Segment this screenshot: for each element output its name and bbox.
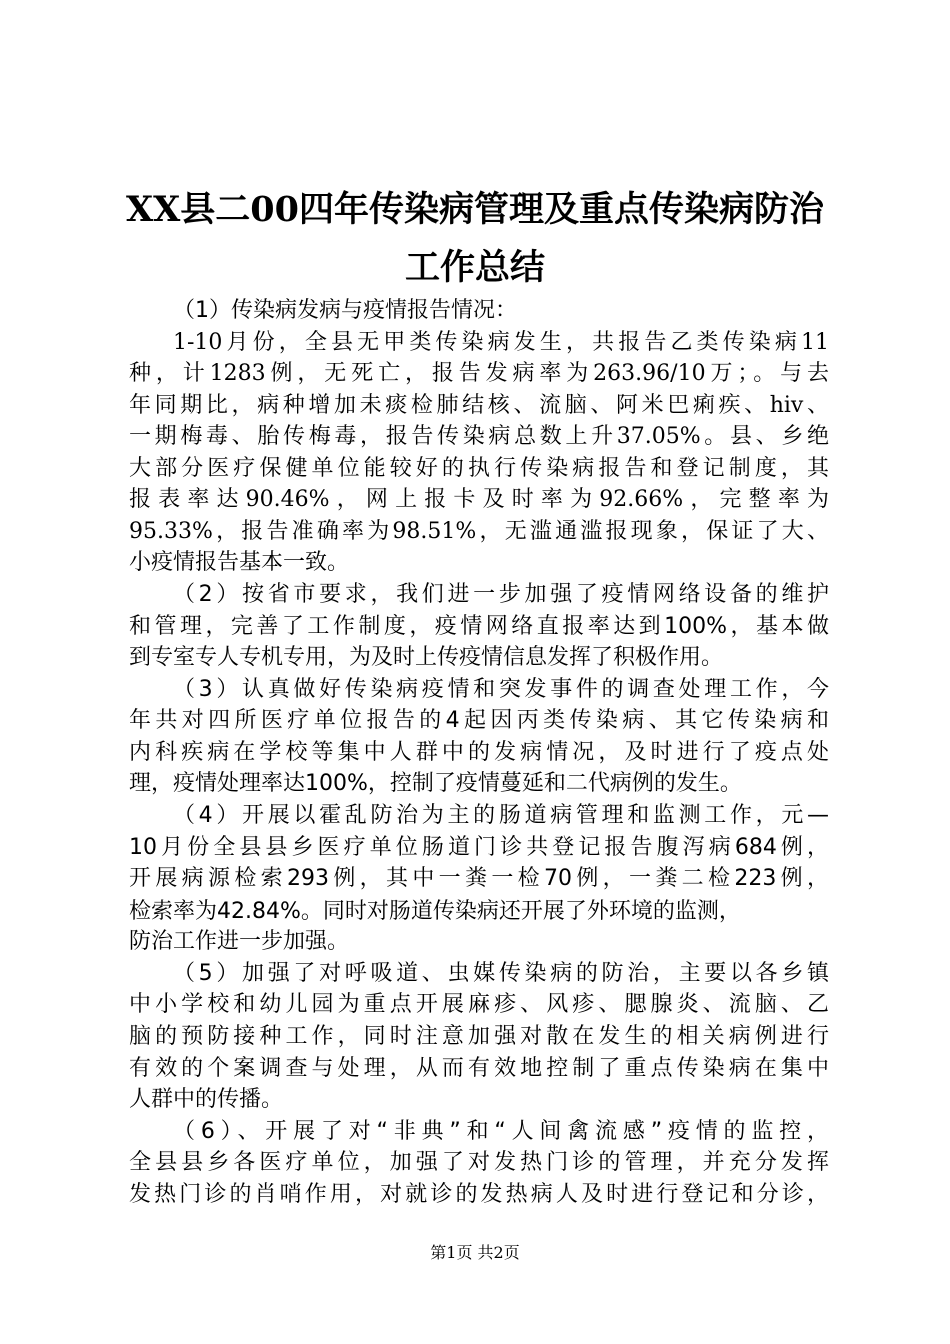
paragraph-4-mixed-line (129, 896, 829, 926)
paragraph-1-line: 年同期比，病种增加未痰检肺结核、流脑、阿米巴痢疾、hiv、 (129, 393, 829, 418)
paragraph-6-line: （6）、开展了对“非典”和“人间禽流感”疫情的监控， (173, 1119, 829, 1144)
paragraph-6-line: 发热门诊的肖哨作用，对就诊的发热病人及时进行登记和分诊， (129, 1182, 829, 1207)
paragraph-1-line: 一期梅毒、胎传梅毒，报告传染病总数上升37.05%。县、乡绝 (129, 424, 829, 449)
paragraph-2-line: （2）按省市要求，我们进一步加强了疫情网络设备的维护 (173, 582, 829, 607)
paragraph-4-line-part: 检索率为42.84%。 (129, 899, 323, 924)
paragraph-5-line: （5）加强了对呼吸道、虫媒传染病的防治，主要以各乡镇 (173, 961, 829, 986)
paragraph-3-line: 年共对四所医疗单位报告的4起因丙类传染病、其它传染病和 (129, 708, 829, 733)
paragraph-2-line: 和管理，完善了工作制度，疫情网络直报率达到100%，基本做 (129, 614, 829, 639)
paragraph-2-line: 到专室专人专机专用，为及时上传疫情信息发挥了积极作用。 (129, 645, 724, 670)
paragraph-4-line: （4）开展以霍乱防治为主的肠道病管理和监测工作，元— (173, 803, 829, 828)
paragraph-5-line: 有效的个案调查与处理，从而有效地控制了重点传染病在集中 (129, 1056, 829, 1081)
paragraph-3-line: 内科疾病在学校等集中人群中的发病情况，及时进行了疫点处 (129, 740, 829, 765)
paragraph-1-heading: （1）传染病发病与疫情报告情况： (173, 298, 517, 323)
paragraph-4-line: 10月份全县县乡医疗单位肠道门诊共登记报告腹泻病684例， (129, 835, 829, 860)
document-title-line-2: 工作总结 (404, 247, 545, 288)
paragraph-4-line: 开展病源检索293例，其中一粪一检70例，一粪二检223例， (129, 866, 829, 891)
paragraph-1-line: 种，计1283例，无死亡，报告发病率为263.96/10万；。与去 (129, 361, 829, 386)
paragraph-1-line: 大部分医疗保健单位能较好的执行传染病报告和登记制度，其 (129, 456, 829, 481)
paragraph-4-line-part: 同时对肠道传染病还开展了外环境的监测， (322, 899, 741, 924)
paragraph-1-line: 95.33%，报告准确率为98.51%，无滥通滥报现象，保证了大、 (129, 519, 829, 544)
paragraph-5-line: 人群中的传播。 (129, 1087, 284, 1112)
page-footer: 第1页 共2页 (430, 1243, 520, 1262)
paragraph-4-line: 防治工作进一步加强。 (129, 929, 350, 954)
paragraph-3-line: （3）认真做好传染病疫情和突发事件的调查处理工作，今 (173, 677, 829, 702)
paragraph-5-line: 中小学校和幼儿园为重点开展麻疹、风疹、腮腺炎、流脑、乙 (129, 992, 829, 1017)
paragraph-6-line: 全县县乡各医疗单位，加强了对发热门诊的管理，并充分发挥 (129, 1150, 829, 1175)
paragraph-1-line: 1-10月份，全县无甲类传染病发生，共报告乙类传染病11 (173, 330, 829, 355)
paragraph-1-line: 小疫情报告基本一致。 (129, 550, 350, 575)
paragraph-5-line: 脑的预防接种工作，同时注意加强对散在发生的相关病例进行 (129, 1024, 829, 1049)
document-title-line-1: XX县二00四年传染病管理及重点传染病防治 (125, 189, 825, 230)
paragraph-1-line: 报表率达90.46%，网上报卡及时率为92.66%，完整率为 (129, 487, 829, 512)
paragraph-3-line: 理，疫情处理率达100%，控制了疫情蔓延和二代病例的发生。 (129, 771, 742, 796)
